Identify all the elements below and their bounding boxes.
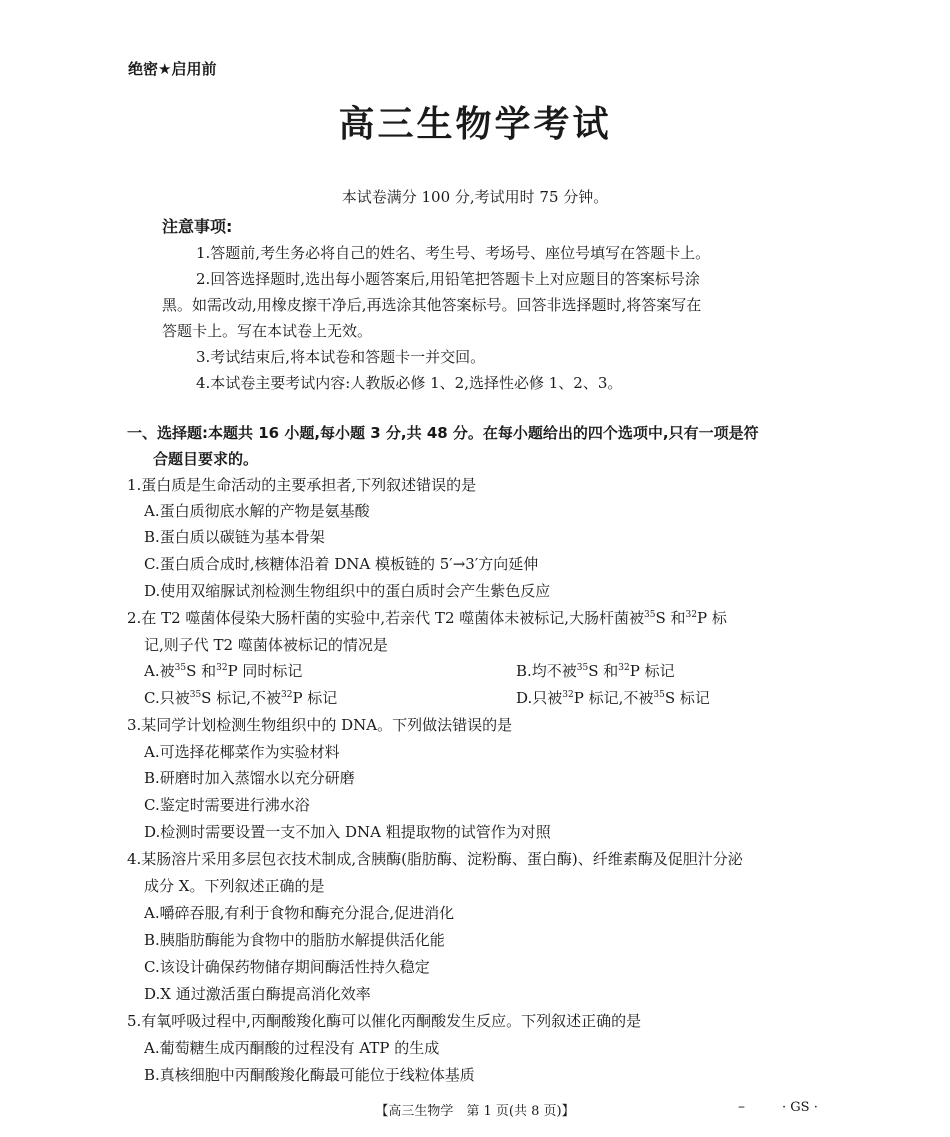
page-footer: 【高三生物学 第 1 页(共 8 页)】 [375,1104,575,1119]
q3-option-b: B.研磨时加入蒸馏水以充分研磨 [144,769,355,787]
q4-option-c: C.该设计确保药物储存期间酶活性持久稳定 [144,958,430,976]
exam-meta: 本试卷满分 100 分,考试用时 75 分钟。 [341,188,609,206]
isotope-35: 35 [644,610,656,620]
q2-stem-line-1: 2.在 T2 噬菌体侵染大肠杆菌的实验中,若亲代 T2 噬菌体未被标记,大肠杆菌被$^{35}$S 和$^{32}$P 标 [127,609,727,627]
q5-stem: 5.有氧呼吸过程中,丙酮酸羧化酶可以催化丙酮酸发生反应。下列叙述正确的是 [127,1012,642,1030]
q4-stem-line-1: 4.某肠溶片采用多层包衣技术制成,含胰酶(脂肪酶、淀粉酶、蛋白酶)、纤维素酶及促胆汁分泌 [127,850,743,868]
notice-heading: 注意事项: [162,217,233,236]
q1-stem: 1.蛋白质是生命活动的主要承担者,下列叙述错误的是 [127,476,477,494]
footer-dash: – [738,1099,745,1115]
section-heading-line-2: 合题目要求的。 [153,450,259,468]
q1-option-a: A.蛋白质彻底水解的产物是氨基酸 [144,502,370,520]
q2-option-a: A.被$^{35}$S 和$^{32}$P 同时标记 [144,662,303,680]
q3-option-c: C.鉴定时需要进行沸水浴 [144,796,310,814]
q2-option-c: C.只被$^{35}$S 标记,不被$^{32}$P 标记 [144,689,338,707]
notice-line-4: 答题卡上。写在本试卷上无效。 [162,322,373,340]
notice-line-5: 3.考试结束后,将本试卷和答题卡一并交回。 [196,348,486,366]
q3-option-d: D.检测时需要设置一支不加入 DNA 粗提取物的试管作为对照 [144,823,551,841]
q2-option-b: B.均不被$^{35}$S 和$^{32}$P 标记 [516,662,675,680]
q3-option-a: A.可选择花椰菜作为实验材料 [144,743,340,761]
confidential-mark: 绝密★启用前 [128,60,217,78]
q1-option-d: D.使用双缩脲试剂检测生物组织中的蛋白质时会产生紫色反应 [144,582,551,600]
notice-line-2: 2.回答选择题时,选出每小题答案后,用铅笔把答题卡上对应题目的答案标号涂 [196,270,700,288]
q1-option-b: B.蛋白质以碳链为基本骨架 [144,528,325,546]
isotope-32: 32 [685,610,697,620]
exam-title: 高三生物学考试 [338,104,612,145]
q5-option-a: A.葡萄糖生成丙酮酸的过程没有 ATP 的生成 [144,1039,440,1057]
q5-option-b: B.真核细胞中丙酮酸羧化酶最可能位于线粒体基质 [144,1066,475,1084]
notice-line-6: 4.本试卷主要考试内容:人教版必修 1、2,选择性必修 1、2、3。 [196,374,623,392]
q3-stem: 3.某同学计划检测生物组织中的 DNA。下列做法错误的是 [127,716,513,734]
q2-option-d: D.只被$^{32}$P 标记,不被$^{35}$S 标记 [516,689,710,707]
q2-stem-line-2: 记,则子代 T2 噬菌体被标记的情况是 [144,636,388,654]
notice-line-3: 黑。如需改动,用橡皮擦干净后,再选涂其他答案标号。回答非选择题时,将答案写在 [162,296,702,314]
notice-line-1: 1.答题前,考生务必将自己的姓名、考生号、考场号、座位号填写在答题卡上。 [196,244,711,262]
q4-option-b: B.胰脂肪酶能为食物中的脂肪水解提供活化能 [144,931,445,949]
footer-code: · GS · [782,1100,818,1115]
q1-option-c: C.蛋白质合成时,核糖体沿着 DNA 模板链的 5′→3′方向延伸 [144,555,539,573]
q4-option-d: D.X 通过激活蛋白酶提高消化效率 [144,985,371,1003]
section-heading-line-1: 一、选择题:本题共 16 小题,每小题 3 分,共 48 分。在每小题给出的四个选项中,只有一项是符 [127,424,759,442]
q4-stem-line-2: 成分 X。下列叙述正确的是 [144,877,325,895]
q4-option-a: A.嚼碎吞服,有利于食物和酶充分混合,促进消化 [144,904,455,922]
